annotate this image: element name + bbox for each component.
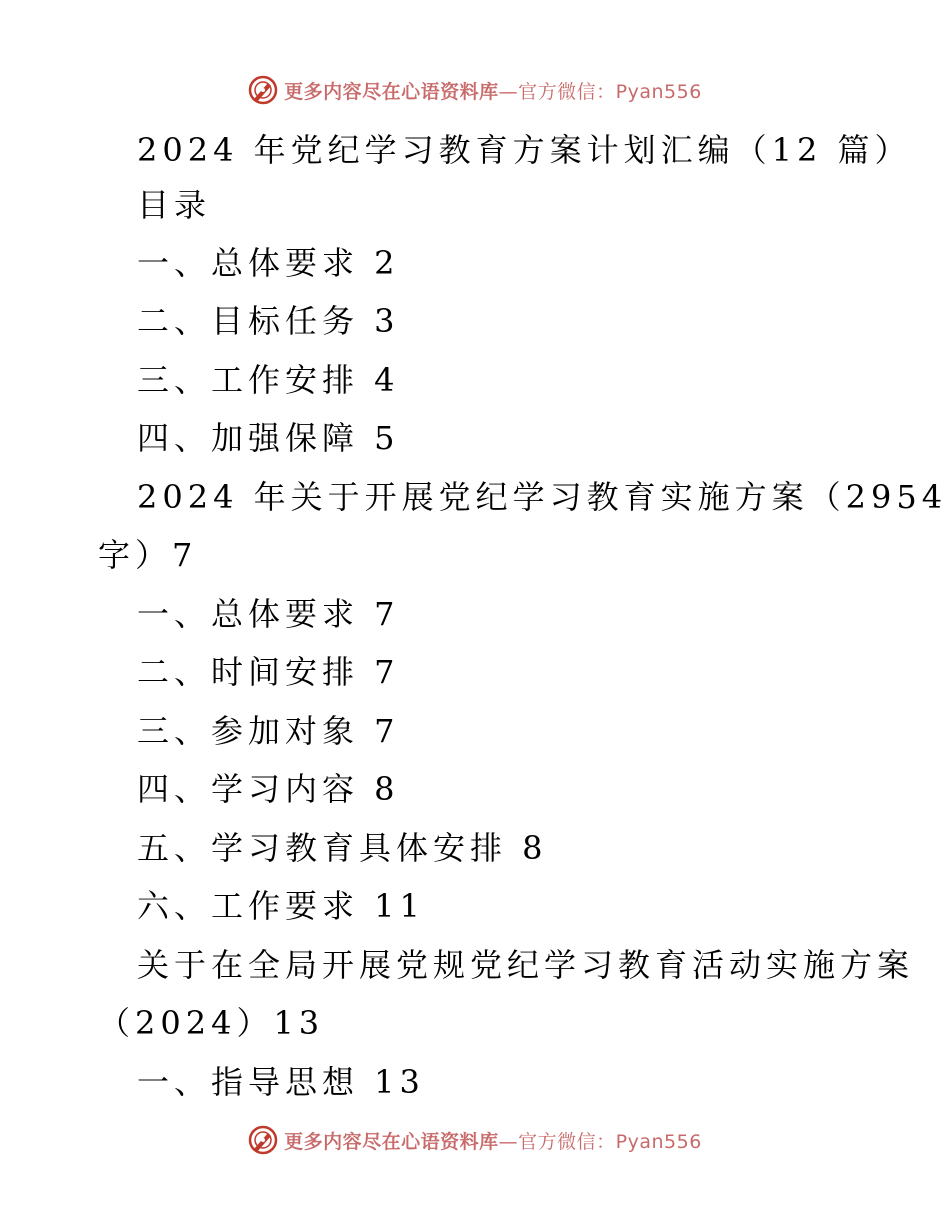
header-watermark-banner xyxy=(0,70,950,110)
toc-section-title: 2024 年关于开展党纪学习教育实施方案（2954 xyxy=(137,478,948,516)
toc-section-title: 关于在全局开展党规党纪学习教育活动实施方案 xyxy=(137,946,915,984)
footer-watermark-text xyxy=(284,1127,702,1154)
watermark-lead: 更多内容尽在心语资料库 xyxy=(284,1130,499,1153)
watermark-tail: 官方微信：Pyan556 xyxy=(518,1130,702,1153)
toc-entry: 二、时间安排 7 xyxy=(137,653,400,691)
watermark-separator: — xyxy=(498,80,519,103)
toc-entry: 四、加强保障 5 xyxy=(137,419,400,457)
footer-watermark-banner xyxy=(0,1120,950,1160)
pen-logo-icon xyxy=(248,1125,278,1155)
toc-entry: 一、总体要求 2 xyxy=(137,244,400,282)
toc-entry: 四、学习内容 8 xyxy=(137,770,400,808)
document-title: 2024 年党纪学习教育方案计划汇编（12 篇） xyxy=(137,131,912,169)
toc-entry: 一、总体要求 7 xyxy=(137,595,400,633)
toc-entry: 三、参加对象 7 xyxy=(137,712,400,750)
toc-entry: 五、学习教育具体安排 8 xyxy=(137,829,548,867)
pen-logo-icon xyxy=(248,75,278,105)
toc-heading: 目录 xyxy=(137,186,212,224)
toc-section-title-continued: （2024）13 xyxy=(98,1004,325,1042)
watermark-lead: 更多内容尽在心语资料库 xyxy=(284,80,499,103)
header-watermark-text xyxy=(284,77,702,104)
toc-entry: 六、工作要求 11 xyxy=(137,887,425,925)
toc-section-title-continued: 字）7 xyxy=(98,536,198,574)
watermark-tail: 官方微信：Pyan556 xyxy=(518,80,702,103)
toc-entry: 二、目标任务 3 xyxy=(137,302,400,340)
watermark-separator: — xyxy=(498,1130,519,1153)
toc-entry: 一、指导思想 13 xyxy=(137,1063,425,1101)
toc-entry: 三、工作安排 4 xyxy=(137,361,400,399)
